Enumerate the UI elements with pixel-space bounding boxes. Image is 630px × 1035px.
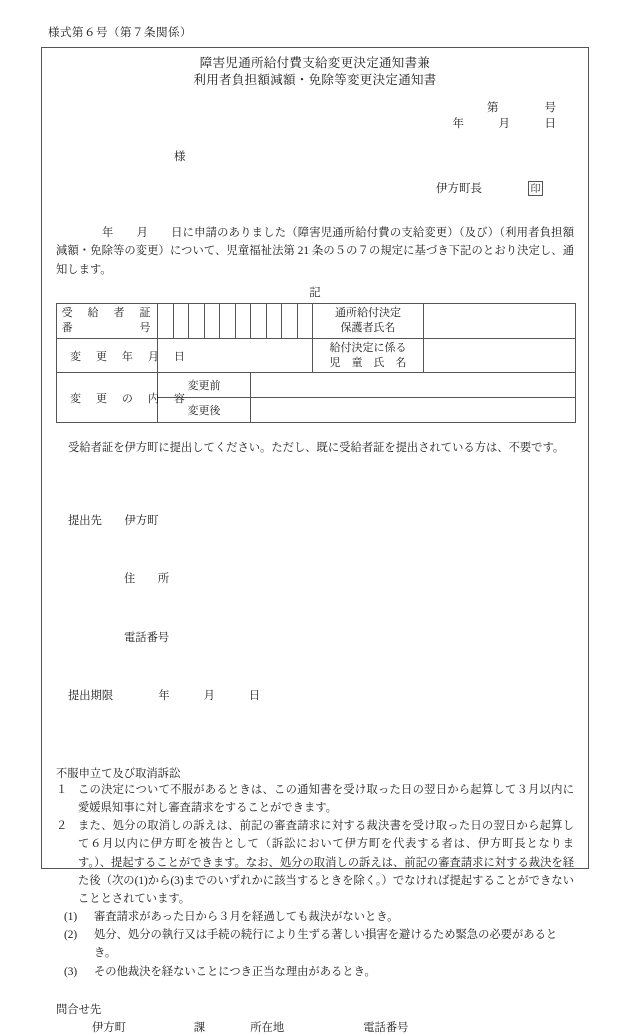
document-frame [41, 47, 589, 1034]
appeal-sub-item-3-text: その他裁決を経ないことにつき正当な理由があるとき。 [94, 965, 376, 978]
after-label: 変更後 [158, 398, 251, 423]
document-date-field: 年 月 日 [452, 118, 556, 131]
submission-notice: 受給者証を伊方町に提出してください。ただし、既に受給者証を提出されている方は、不要です。 [68, 442, 565, 455]
cert-number-cell-3[interactable] [189, 303, 205, 338]
appeal-item-2-mark: ２ [56, 820, 68, 833]
submission-destination-value: 伊方町 [124, 515, 159, 528]
cert-number-cell-7[interactable] [251, 303, 267, 338]
issuer-row [56, 180, 574, 196]
appeal-sub-item-2-text: 処分、処分の執行又は手続の続行により生ずる著しい損害を避けるため緊急の必要があるとき。 [94, 929, 558, 960]
recipient-cert-label-line2: 番 号 [61, 321, 153, 334]
child-label-line2: 児 童 氏 名 [329, 356, 407, 369]
ki-marker: 記 [309, 286, 321, 299]
submission-destination-row [68, 512, 574, 531]
cert-number-cell-6[interactable] [235, 303, 251, 338]
table-row [57, 303, 576, 338]
submission-deadline-label: 提出期限 [68, 690, 114, 702]
guardian-name-label [313, 303, 424, 338]
form-number-label: 様式第６号（第７条関係） [48, 27, 192, 39]
appeal-sub-item-3 [56, 963, 574, 981]
cert-number-cell-5[interactable] [220, 303, 236, 338]
cert-number-cell-10[interactable] [297, 303, 313, 338]
table-row [57, 373, 576, 398]
cert-number-cell-9[interactable] [282, 303, 298, 338]
appeal-sub-item-2 [56, 926, 574, 963]
submission-destination-label: 提出先 [68, 515, 102, 528]
appeal-sub-item-3-mark: (3) [64, 965, 78, 978]
title-line-1: 障害児通所給付費支給変更決定通知書兼 [199, 56, 431, 70]
appeal-heading: 不服申立て及び取消訴訟 [56, 768, 181, 781]
recipient-cert-label-line1: 受 給 者 証 [61, 306, 153, 319]
cert-number-cell-1[interactable] [158, 303, 174, 338]
change-content-label-text: 変 更 の 内 容 [70, 392, 187, 405]
guardian-label-line1: 通所給付決定 [335, 306, 401, 319]
change-date-label [57, 338, 187, 373]
guardian-name-value[interactable] [424, 303, 576, 338]
appeal-item-2 [56, 817, 574, 907]
decision-table [56, 303, 576, 423]
contact-town: 伊方町 [92, 1021, 126, 1034]
guardian-label-line2: 保護者氏名 [340, 321, 396, 334]
appeal-item-1-text: この決定について不服があるときは、この通知書を受け取った日の翌日から起算して３月以内に愛媛県知事に対し審査請求をすることができます。 [78, 784, 574, 815]
contact-department-label: 課 [193, 1021, 206, 1034]
title-line-2: 利用者負担額減額・免除等変更決定通知書 [193, 72, 437, 87]
contact-location-label: 所在地 [250, 1021, 285, 1034]
document-inner [42, 48, 588, 1034]
before-value[interactable] [251, 373, 576, 398]
contact-phone-label: 電話番号 [363, 1021, 409, 1034]
child-label-line1: 給付決定に係る [329, 341, 407, 354]
issuer-name: 伊方町長 [436, 183, 482, 196]
contact-row [56, 1019, 574, 1035]
after-value[interactable] [251, 398, 576, 423]
before-label: 変更前 [158, 373, 251, 398]
contact-heading: 問合せ先 [56, 1003, 102, 1016]
cert-number-cell-2[interactable] [173, 303, 189, 338]
appeal-item-1 [56, 781, 574, 817]
appeal-sub-item-1-mark: (1) [64, 910, 78, 923]
appeal-item-2-text: また、処分の取消しの訴えは、前記の審査請求に対する裁決書を受け取った日の翌日から起算して６月以内に伊方町を被告として（訴訟において伊方町を代表する者は、伊方町長となります。）、提起することができます。なお、処分の取消しの訴えは、前記の審査請求に対する裁決を経た後（次の(1)から(3)までのいずれかに該当するときを除く。）でなければ提起することができないこととされています。 [78, 820, 574, 905]
addressee-field: 様 [174, 151, 186, 164]
submission-deadline-row [68, 687, 574, 706]
document-title [56, 48, 574, 89]
recipient-cert-label [57, 303, 158, 338]
change-content-label [57, 373, 187, 423]
document-number-field: 第 号 [487, 101, 556, 114]
seal-icon: 印 [528, 181, 543, 196]
cert-number-cell-4[interactable] [204, 303, 220, 338]
change-date-label-text: 変 更 年 月 日 [70, 350, 187, 363]
body-paragraph: 年 月 日に申請のありました（障害児通所給付費の支給変更）（及び）（利用者負担額減額・免除等の変更）について、児童福祉法第 21 条の５の７の規定に基づき下記のとおり決定し、通知します。 [56, 227, 574, 276]
appeal-sub-item-1-text: 審査請求があった日から３月を経過しても裁決がないとき。 [94, 910, 399, 923]
submission-address-row: 住 所 [124, 573, 170, 586]
child-name-label [313, 338, 424, 373]
child-name-value[interactable] [424, 338, 576, 373]
table-row [57, 338, 576, 373]
submission-phone-row: 電話番号 [124, 631, 170, 644]
document-meta [56, 100, 574, 133]
cert-number-cell-8[interactable] [266, 303, 282, 338]
submission-deadline-value: 年 月 日 [158, 690, 261, 702]
appeal-item-1-mark: １ [56, 784, 68, 797]
submission-details [56, 473, 574, 745]
appeal-sub-item-1 [56, 908, 574, 926]
appeal-sub-item-2-mark: (2) [64, 929, 78, 941]
